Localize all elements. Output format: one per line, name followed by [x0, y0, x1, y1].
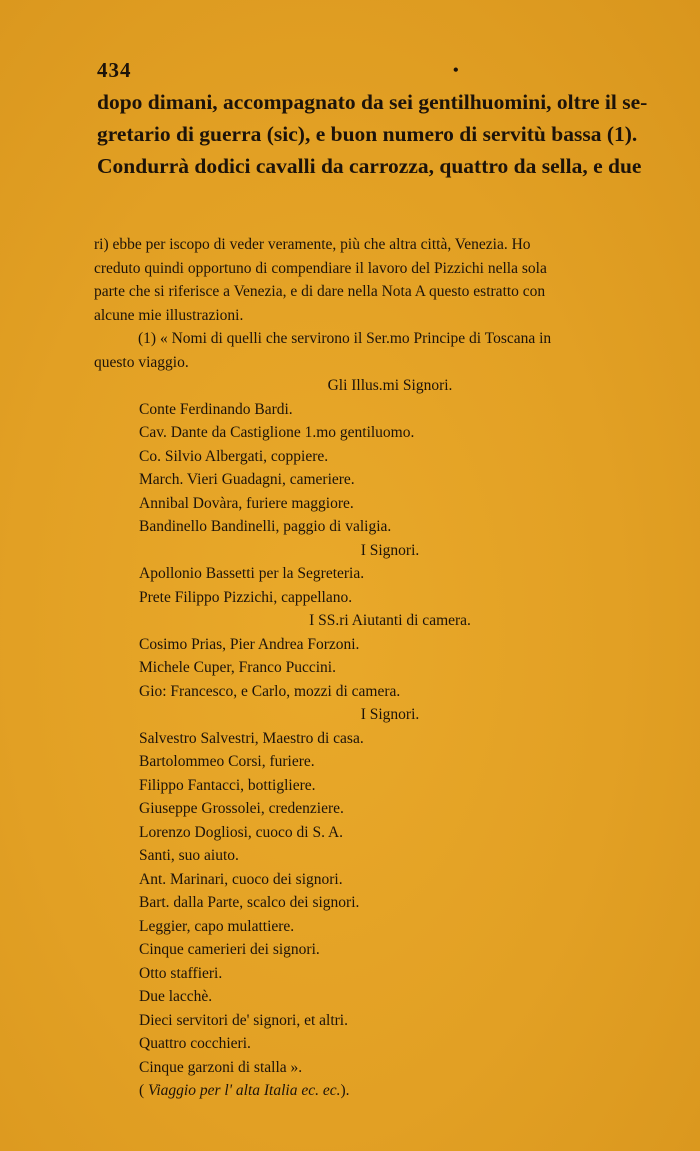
list-item: Leggier, capo mulattiere.: [139, 917, 295, 935]
list-item: Bandinello Bandinelli, paggio di valigia.: [139, 518, 392, 535]
list-item: Cinque garzoni di stalla ».: [139, 1058, 303, 1076]
main-text-line: dopo dimani, accompagnato da sei gentilhuomini, oltre il se-: [97, 90, 648, 114]
header-mark: •: [453, 62, 459, 79]
list-item: Gio: Francesco, e Carlo, mozzi di camera.: [139, 682, 401, 700]
section-heading: Gli Illus.mi Signori.: [327, 377, 453, 394]
list-item: Santi, suo aiuto.: [139, 847, 239, 864]
citation-title: Viaggio per l' alta Italia ec. ec.: [148, 1082, 341, 1099]
footnote-intro: questo viaggio.: [94, 353, 189, 371]
list-item: Prete Filippo Pizzichi, cappellano.: [139, 588, 353, 606]
citation-close: ).: [340, 1082, 350, 1099]
list-item: Filippo Fantacci, bottigliere.: [139, 776, 316, 794]
list-item: Giuseppe Grossolei, credenziere.: [139, 800, 344, 817]
list-item: Bartolommeo Corsi, furiere.: [139, 753, 315, 770]
footnotes: [94, 233, 686, 1103]
note-continued-line: ri) ebbe per iscopo di veder veramente, più che altra città, Venezia. Ho: [94, 236, 531, 253]
list-item: Due lacchè.: [139, 988, 213, 1005]
list-item: Apollonio Bassetti per la Segreteria.: [139, 565, 365, 582]
main-text-line: Condurrà dodici cavalli da carrozza, quattro da sella, e due: [97, 154, 642, 178]
list-item: March. Vieri Guadagni, cameriere.: [139, 471, 355, 488]
list-item: Ant. Marinari, cuoco dei signori.: [139, 870, 343, 888]
list-item: Lorenzo Dogliosi, cuoco di S. A.: [139, 823, 344, 841]
note-continued-line: alcune mie illustrazioni.: [94, 306, 244, 324]
note-continued-line: creduto quindi opportuno di compendiare il lavoro del Pizzichi nella sola: [94, 259, 547, 277]
list-item: Annibal Dovàra, furiere maggiore.: [139, 494, 354, 512]
main-text: [97, 86, 687, 182]
list-item: Co. Silvio Albergati, coppiere.: [139, 447, 329, 465]
list-item: Cinque camerieri dei signori.: [139, 941, 320, 958]
section-heading: I Signori.: [360, 541, 420, 559]
list-item: Michele Cuper, Franco Puccini.: [139, 659, 336, 676]
section-heading: I Signori.: [360, 706, 420, 723]
citation: [94, 1079, 686, 1103]
page-number: 434: [97, 58, 132, 82]
list-item: Bart. dalla Parte, scalco dei signori.: [139, 894, 360, 911]
main-text-line: gretario di guerra (sic), e buon numero di servitù bassa (1).: [97, 122, 638, 146]
list-item: Cosimo Prias, Pier Andrea Forzoni.: [139, 635, 360, 653]
list-item: Quattro cocchieri.: [139, 1035, 251, 1052]
section-heading: I SS.ri Aiutanti di camera.: [309, 612, 471, 629]
list-item: Salvestro Salvestri, Maestro di casa.: [139, 729, 364, 747]
list-item: Conte Ferdinando Bardi.: [139, 400, 293, 418]
list-item: Cav. Dante da Castiglione 1.mo gentiluomo.: [139, 424, 415, 441]
list-item: Otto staffieri.: [139, 964, 223, 982]
citation-open: (: [139, 1082, 149, 1099]
list-item: Dieci servitori de' signori, et altri.: [139, 1011, 348, 1029]
footnote-intro: (1) « Nomi di quelli che servirono il Ser.mo Principe di Toscana in: [138, 330, 552, 347]
note-continued-line: parte che si riferisce a Venezia, e di dare nella Nota A questo estratto con: [94, 283, 546, 300]
